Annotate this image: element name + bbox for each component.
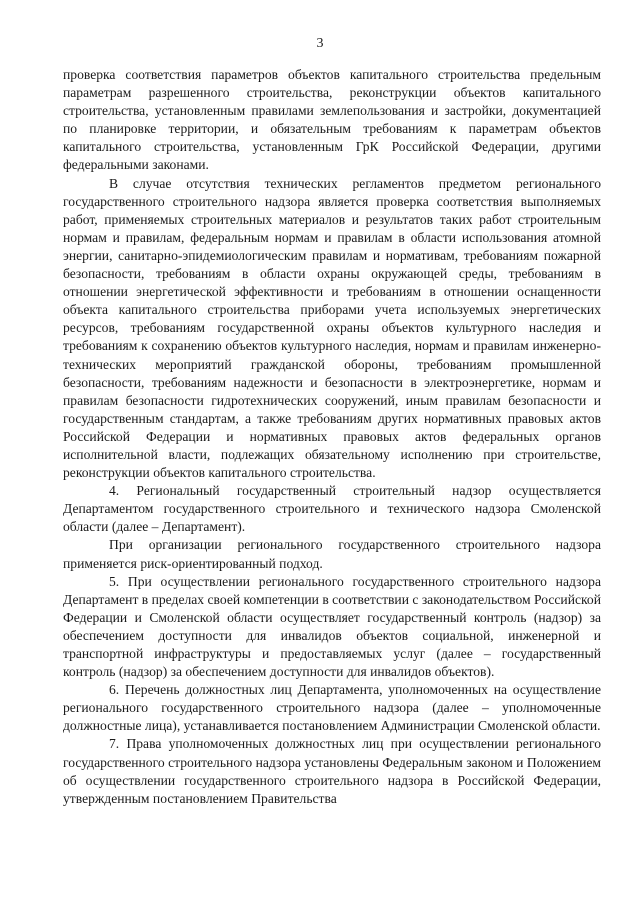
paragraph: 5. При осуществлении регионального государственного строительного надзора Департамент в пределах своей компетенции в соответствии с законодательством Российской Федерации и Смоленской области осуществляет государственный контроль (надзор) за обеспечением доступности для инвалидов объектов социальной, инженерной и транспортной инфраструктуры и предоставляемых услуг (далее – государственный контроль (надзор) за обеспечением доступности для инвалидов объектов). — [63, 573, 601, 680]
document-body — [63, 66, 601, 808]
page-number: 3 — [316, 36, 324, 51]
paragraph: 6. Перечень должностных лиц Департамента, уполномоченных на осуществление регионального государственного строительного надзора (далее – уполномоченные должностные лица), устанавливается постановлением Администрации Смоленской области. — [63, 682, 601, 734]
paragraph: 4. Региональный государственный строительный надзор осуществляется Департаментом государственного строительного и технического надзора Смоленской области (далее – Департамент). — [63, 483, 601, 535]
paragraph: В случае отсутствия технических регламентов предметом регионального государственного строительного надзора является проверка соответствия выполняемых работ, применяемых строительных материалов и результатов таких работ строительным нормам и правилам, федеральным нормам и правилам в области использования атомной энергии, санитарно-эпидемиологическим правилам и нормативам, требованиям пожарной безопасности, требованиям в области охраны окружающей среды, требованиям в отношении энергетической эффективности и требованиям в отношении оснащенности объекта капитального строительства приборами учета используемых энергетических ресурсов, требованиям государственной охраны объектов культурного наследия и требованиям к сохранению объектов культурного наследия, нормам и правилам инженерно-технических мероприятий гражданской обороны, требованиям промышленной безопасности, требованиям надежности и безопасности в электроэнергетике, нормам и правилам безопасности гидротехнических сооружений, иным правилам безопасности и государственным стандартам, а также требованиям других нормативных правовых актов Российской Федерации и нормативных правовых актов федеральных органов исполнительной власти, подлежащих обязательному исполнению при строительстве, реконструкции объектов капитального строительства. — [63, 175, 601, 481]
paragraph: 7. Права уполномоченных должностных лиц при осуществлении регионального государственного строительного надзора установлены Федеральным законом и Положением об осуществлении государственного строительного надзора в Российской Федерации, утвержденным постановлением Правительства — [63, 736, 601, 806]
paragraph: При организации регионального государственного строительного надзора применяется риск-ориентированный подход. — [63, 537, 601, 571]
paragraph: проверка соответствия параметров объектов капитального строительства предельным параметрам разрешенного строительства, реконструкции объектов капитального строительства, установленным правилами землепользования и застройки, документацией по планировке территории, и обязательным требованиям к параметрам объектов капитального строительства, установленным ГрК Российской Федерации, другими федеральными законами. — [63, 67, 601, 173]
